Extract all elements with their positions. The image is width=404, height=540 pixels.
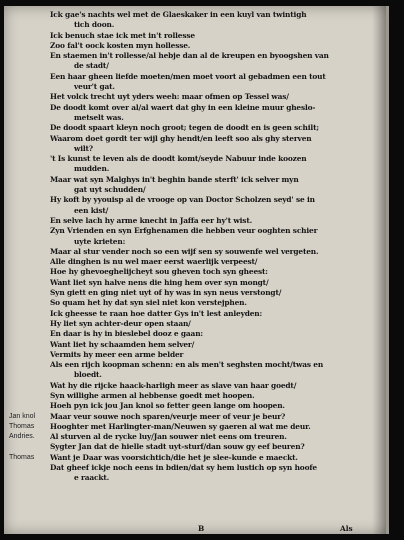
- text-line: wilt?: [74, 143, 93, 153]
- text-line: veur't gat.: [74, 82, 115, 92]
- text-line: En staemen in't rollesse/al hebje dan al de kreupen en byoogshen van: [50, 51, 329, 61]
- text-line: e raackt.: [74, 473, 110, 483]
- text-line: Een haar gheen liefde moeten/men moet voort al gebadmen een tout: [50, 71, 326, 81]
- text-line: mudden.: [74, 164, 110, 174]
- text-line: Syn willighe armen al hebbense goedt met hoopen.: [50, 390, 255, 400]
- text-line: de stadt/: [74, 61, 109, 71]
- text-line: Hoeh pyn ick jou Jan knol so fetter geen lange om hoopen.: [50, 401, 285, 411]
- text-line: Want liet hy schaamden hem selver/: [50, 339, 195, 349]
- text-line: Ick gae's nachts wel met de Glaeskaker in een kuyl van twintigh: [50, 10, 307, 19]
- text-line: Zyn Vrienden en syn Erfghenamen die hebben veur ooghten schier: [50, 226, 318, 236]
- text-line: tich doon.: [74, 20, 115, 30]
- text-line: De doodt spaart kleyn noch groot; tegen de doodt en is geen schilt;: [50, 123, 319, 133]
- text-line: Vermits hy meer een arme belder: [50, 349, 184, 359]
- text-line: De doodt komt over al/al waert dat ghy in een kleine muur gheslo-: [50, 102, 316, 112]
- text-line: Dat gheef ickje noch eens in bdien/dat sy hem lustich op syn hoofe: [50, 463, 317, 473]
- speaker-name: Thomas: [9, 453, 35, 461]
- text-line: Wat hy die rijcke haack-harligh meer as slave van haar goedt/: [50, 380, 297, 390]
- text-line: bloedt.: [74, 370, 102, 380]
- text-line: Waarom doet gordt ter wijl ghy hendt/en leeft soo als ghy sterven: [50, 133, 312, 143]
- speaker-name: Andries.: [9, 433, 35, 441]
- text-line: 't Is kunst te leven als de doodt komt/seyde Nabuur inde koozen: [50, 154, 307, 164]
- text-line: Syn giett en ging niet uyt of hy was in syn neus verstongt/: [50, 288, 282, 298]
- text-line: Want liet syn halve nens die hing hem over syn mongt/: [50, 277, 269, 287]
- text-line: Ick gheesse te raan hoe datter Gys in't lest anleyden:: [50, 308, 263, 318]
- text-line: Zoo fal't oock kosten myn hollesse.: [50, 40, 191, 50]
- text-line: Al sturven al de rycke luy/Jan souwer niet eens om treuren.: [50, 432, 287, 442]
- book-page: [4, 6, 389, 534]
- text-line: Maar wat syn Malghys in't beghin bande sterft' ick selver myn: [50, 174, 299, 184]
- poem-text-block: [50, 10, 376, 484]
- text-line: Het volck trecht uyt yders weeh: maar ofmen op Tessel was/: [50, 92, 289, 102]
- text-line: Hy liet syn achter-deur open staan/: [50, 318, 191, 328]
- text-line: Maar al stur vender noch so een wijf sen sy souwenfe wel vergeten.: [50, 246, 319, 256]
- text-line: een kist/: [74, 205, 109, 215]
- text-line: gat uyt schudden/: [74, 185, 146, 195]
- text-line: Hoe hy ghevoeghelijcheyt sou gheven toch syn gheest:: [50, 267, 268, 277]
- text-line: Als een rijch koopman schenn: en als men't seghsten mocht/twas en: [50, 360, 324, 370]
- text-line: Alle dinghen is nu wel maer eerst waerlijk verpeest/: [50, 257, 258, 267]
- signature-mark: B: [198, 524, 205, 533]
- catchword: Als: [340, 524, 353, 533]
- text-line: En selve lach hy arme knecht in Jaffa eer hy't wist.: [50, 215, 253, 225]
- text-line: metselt was.: [74, 112, 124, 122]
- text-line: Ick benuch stae ick met in't rollesse: [50, 30, 195, 40]
- text-line: Maar veur souwe noch sparen/veurje meer of veur je beur?: [50, 411, 286, 421]
- text-line: uyte krieten:: [74, 236, 126, 246]
- text-line: En daar is hy in bieslebel dooz e gaan:: [50, 329, 203, 339]
- text-line: Want je Daar was voorsichtich/die het je slee-kunde e maeckt.: [50, 452, 298, 462]
- speaker-name: Thomas: [9, 423, 35, 430]
- text-line: So quam het hy dat syn siel niet kon verstejphen.: [50, 298, 247, 308]
- speaker-name: Jan knol: [9, 412, 36, 420]
- text-line: Hooghter met Harlingter-man/Neuwen sy gaeren al wat me deur.: [50, 421, 311, 431]
- text-line: Hy koft by yyouisp al de vrooge op van Doctor Scholzen seyd' se in: [50, 195, 315, 205]
- text-line: Sygter Jan dat de hielle stadt uyt-sturf/dan souw gy eef beuren?: [50, 442, 305, 452]
